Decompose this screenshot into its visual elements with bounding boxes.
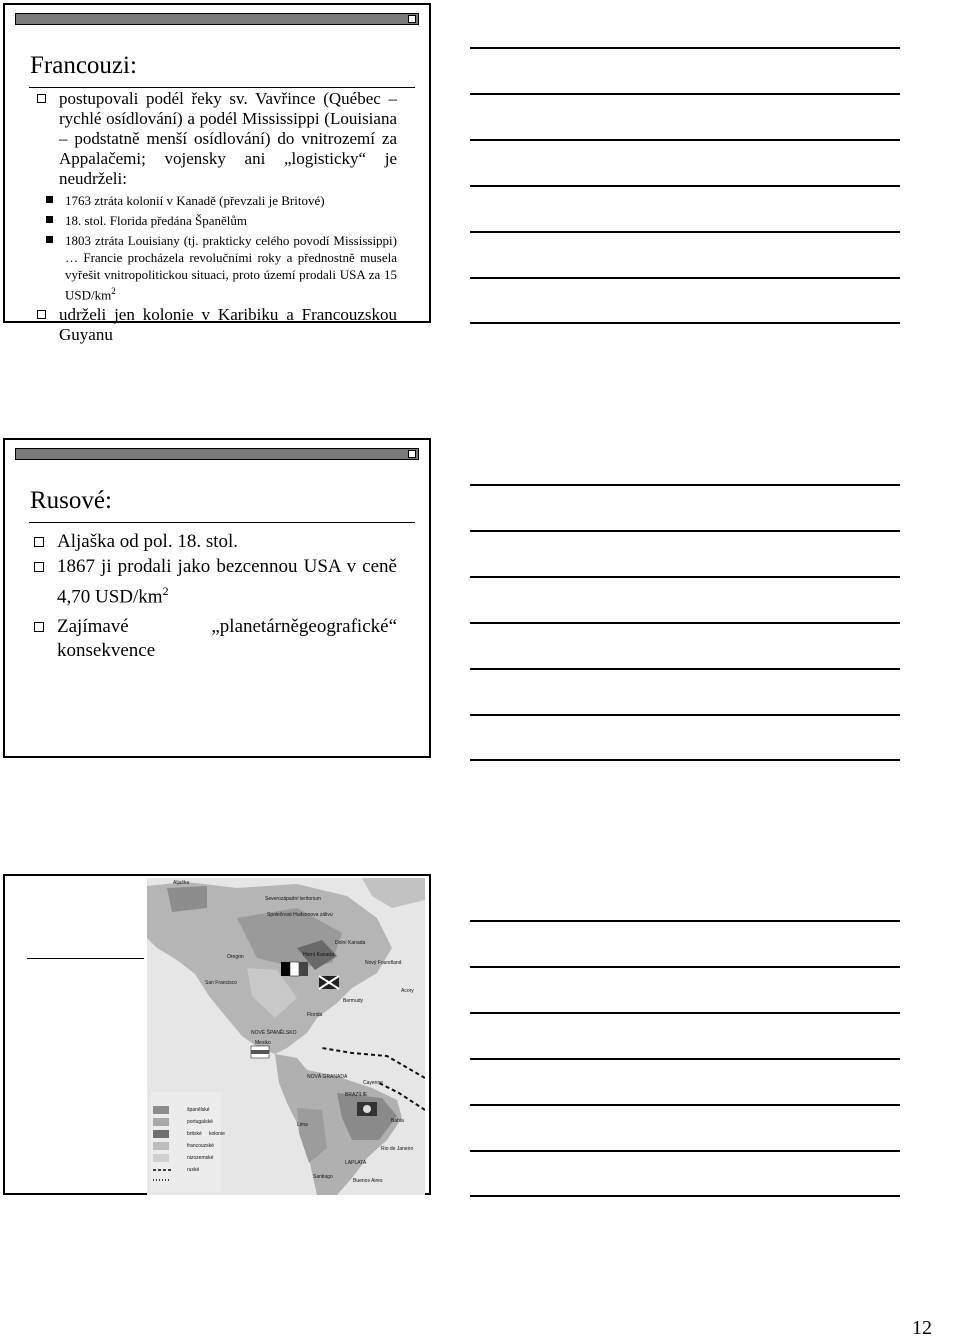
bullet-text: postupovali podél řeky sv. Vavřince (Québec – rychlé osídlování) a podél Mississippi (Louisiana – podstatně menší osídlování) do vnitrozemí za Appalačemi; vojensky ani „logisticky“ je neudrželi: bbox=[59, 89, 397, 188]
note-line bbox=[470, 93, 900, 95]
note-line bbox=[470, 966, 900, 968]
map-label: Bahia bbox=[391, 1118, 404, 1124]
slide-title-bar bbox=[15, 13, 419, 25]
sub-bullet-item bbox=[25, 212, 397, 229]
map-label: Buenos Aires bbox=[353, 1178, 383, 1184]
note-line bbox=[470, 1195, 900, 1197]
map-label: Nový Foundland bbox=[365, 960, 402, 966]
map-label: nizozemské bbox=[187, 1155, 214, 1161]
map-label: britské bbox=[187, 1131, 202, 1137]
superscript: 2 bbox=[162, 584, 169, 598]
note-line bbox=[470, 576, 900, 578]
title-rule bbox=[29, 87, 415, 88]
note-line bbox=[470, 920, 900, 922]
note-line bbox=[470, 668, 900, 670]
note-line bbox=[470, 484, 900, 486]
map-label: Bermudy bbox=[343, 998, 364, 1004]
slide-title: Rusové: bbox=[30, 487, 112, 514]
sub-bullet-item bbox=[25, 232, 397, 303]
bullet-text: udrželi jen kolonie v Karibiku a Francouzskou Guyanu bbox=[59, 305, 397, 345]
note-line bbox=[470, 714, 900, 716]
filled-square-bullet-icon bbox=[46, 236, 53, 243]
map-label: Severozápadní teritorium bbox=[265, 896, 321, 902]
hollow-square-bullet-icon bbox=[37, 310, 46, 319]
map-label: BRAZÍLIE bbox=[345, 1092, 368, 1098]
hollow-square-bullet-icon bbox=[34, 622, 44, 632]
slide-rusove bbox=[3, 438, 431, 758]
slide-body bbox=[25, 530, 397, 664]
note-line bbox=[470, 139, 900, 141]
map-label: NOVÁ GRANADA bbox=[307, 1074, 348, 1080]
map-label: Lima bbox=[297, 1122, 308, 1128]
note-line bbox=[470, 1058, 900, 1060]
bullet-item bbox=[25, 305, 397, 345]
title-rule bbox=[27, 958, 144, 959]
map-label: Aljaška bbox=[173, 880, 190, 886]
note-line bbox=[470, 1012, 900, 1014]
filled-square-bullet-icon bbox=[46, 196, 53, 203]
colonial-america-map bbox=[147, 878, 425, 1195]
page-number: 12 bbox=[912, 1317, 932, 1339]
note-line bbox=[470, 185, 900, 187]
note-line bbox=[470, 277, 900, 279]
map-label: Horní Kanada bbox=[303, 952, 334, 958]
map-label: San Francisco bbox=[205, 980, 237, 986]
slide-body bbox=[25, 89, 397, 345]
bullet-item bbox=[25, 530, 397, 554]
note-line bbox=[470, 1150, 900, 1152]
bullet-item bbox=[25, 89, 397, 189]
slide-title-bar bbox=[15, 448, 419, 460]
hollow-square-bullet-icon bbox=[37, 94, 46, 103]
map-label: Oregon bbox=[227, 954, 244, 960]
map-label: Santiago bbox=[313, 1174, 333, 1180]
note-line bbox=[470, 759, 900, 761]
map-label: Cayenne bbox=[363, 1080, 384, 1086]
note-line bbox=[470, 322, 900, 324]
note-line bbox=[470, 1104, 900, 1106]
title-rule bbox=[29, 522, 415, 523]
sub-bullet-text: 1803 ztráta Louisiany (tj. prakticky celého povodí Mississippi) … Francie procházela revolučními roky a přednostně musela vyřešit vnitropolitickou situaci, proto území prodali USA za 15 USD/km bbox=[65, 233, 397, 303]
map-label: LAPLATA bbox=[345, 1160, 367, 1166]
map-label: Florida bbox=[307, 1012, 323, 1018]
map-label: ruské bbox=[187, 1167, 200, 1173]
sub-bullet-text: 18. stol. Florida předána Španělům bbox=[65, 213, 247, 228]
slide-francouzi bbox=[3, 3, 431, 345]
bullet-text: Aljaška od pol. 18. stol. bbox=[57, 531, 239, 552]
window-box-icon bbox=[408, 450, 416, 458]
map-label: francouzské bbox=[187, 1143, 214, 1149]
window-box-icon bbox=[408, 15, 416, 23]
note-line bbox=[470, 622, 900, 624]
map-label: Mexiko bbox=[255, 1040, 271, 1046]
map-label: kolonie bbox=[209, 1131, 225, 1137]
filled-square-bullet-icon bbox=[46, 216, 53, 223]
hollow-square-bullet-icon bbox=[34, 537, 44, 547]
bullet-text: 1867 ji prodali jako bezcennou USA v ceně 4,70 USD/km bbox=[57, 556, 397, 608]
sub-bullet-item bbox=[25, 192, 397, 209]
bullet-item bbox=[25, 615, 397, 663]
map-label: Dolní Kanada bbox=[335, 940, 366, 946]
bullet-item bbox=[25, 555, 397, 609]
note-line bbox=[470, 231, 900, 233]
map-label: Společnost Hudsonova zálivu bbox=[267, 912, 333, 918]
slide-title: Francouzi: bbox=[30, 52, 137, 79]
note-line bbox=[470, 530, 900, 532]
map-label: Rio de Janeiro bbox=[381, 1146, 414, 1152]
bullet-text: Zajímavé „planetárněgeografické“ konsekvence bbox=[57, 616, 397, 662]
map-label: španělské bbox=[187, 1107, 210, 1113]
note-line bbox=[470, 47, 900, 49]
sub-bullet-text: 1763 ztráta kolonií v Kanadě (převzali je Britové) bbox=[65, 193, 325, 208]
map-label: Acory bbox=[401, 988, 414, 994]
superscript: 2 bbox=[111, 286, 116, 296]
hollow-square-bullet-icon bbox=[34, 562, 44, 572]
map-label: portugalské bbox=[187, 1119, 213, 1125]
map-label: NOVÉ ŠPANĚLSKO bbox=[251, 1030, 297, 1036]
